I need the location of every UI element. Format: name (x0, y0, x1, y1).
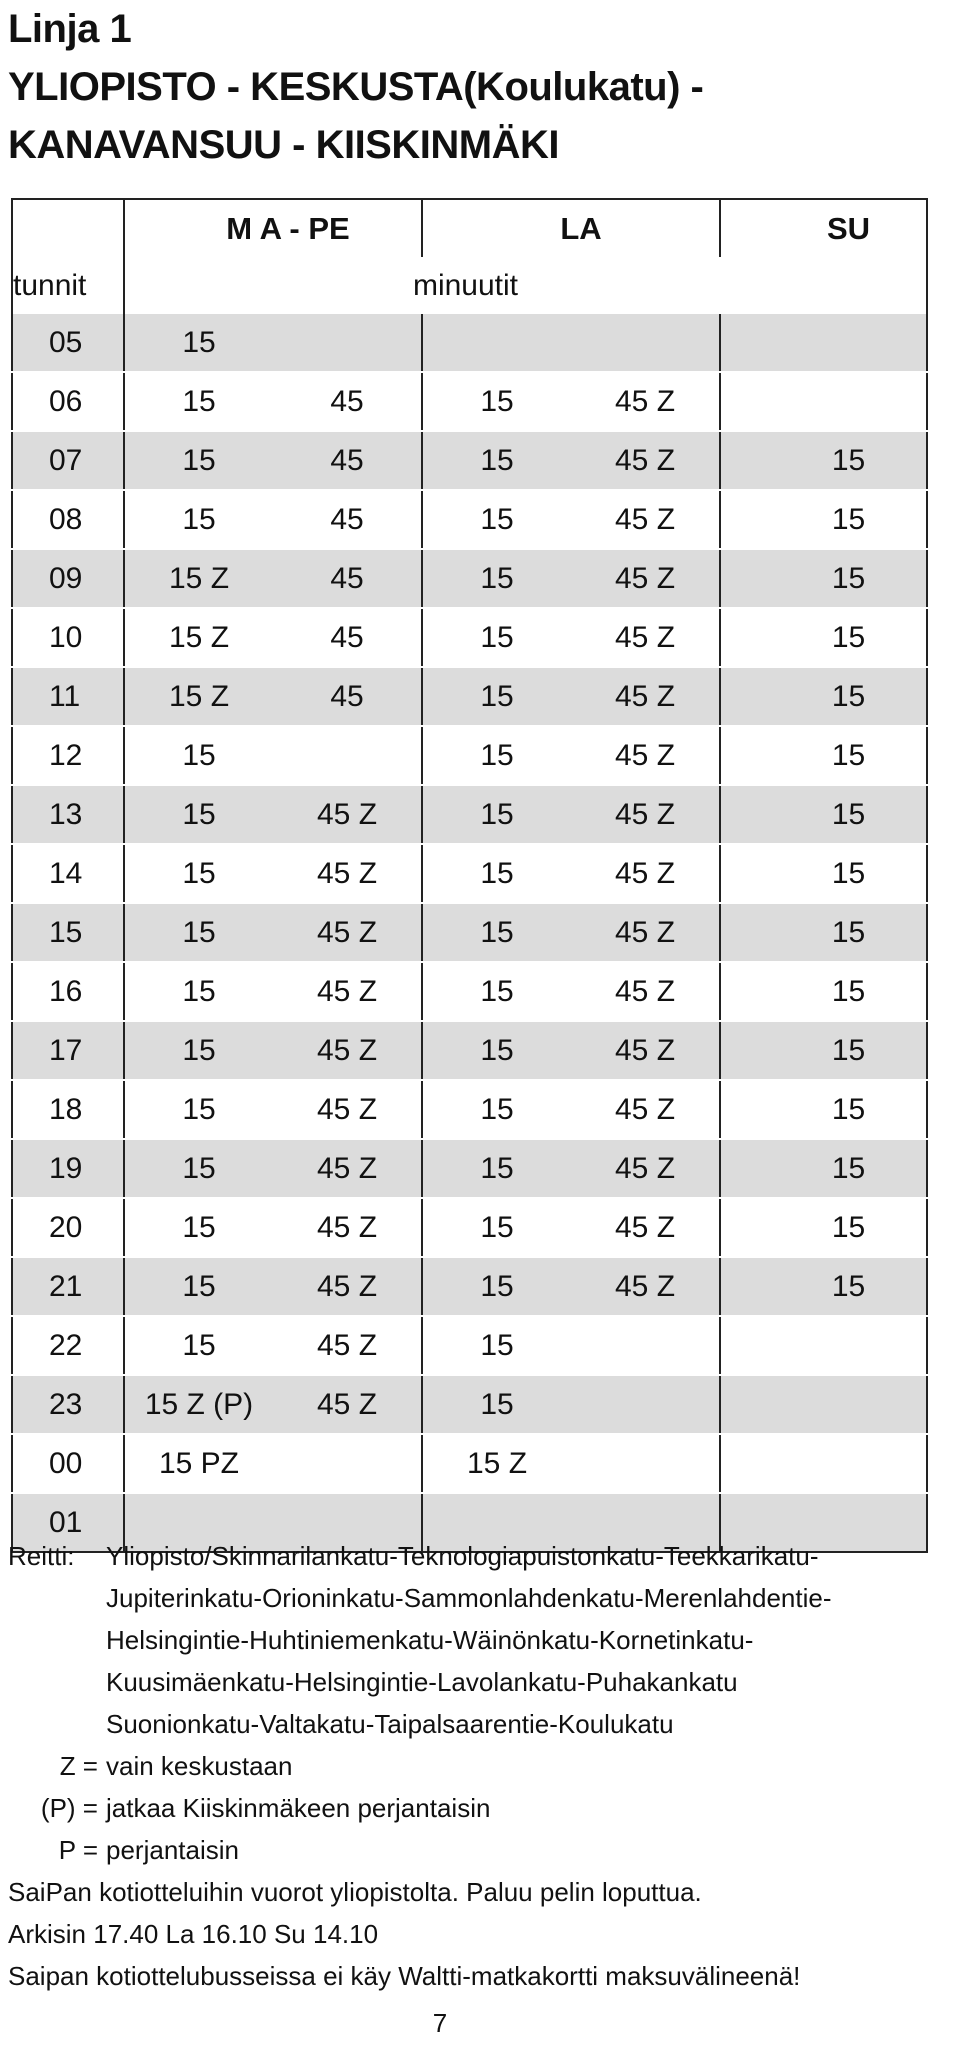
departure-minute: 15 (831, 1269, 866, 1303)
legend-key: P = (58, 1835, 98, 1865)
departure-minute: 15 (182, 1269, 216, 1303)
departure-minute: 45 Z (614, 502, 676, 536)
weekday-minutes-cell (124, 372, 422, 431)
departure-minute: 15 (831, 974, 866, 1008)
saturday-minutes-cell (422, 844, 720, 903)
saturday-minutes-cell (422, 549, 720, 608)
route-title-line-1: YLIOPISTO - KESKUSTA(Koulukatu) - (8, 65, 704, 109)
timetable-row (12, 785, 927, 844)
timetable-row (12, 962, 927, 1021)
departure-minute (273, 739, 421, 773)
departure-minute: 15 (831, 1092, 866, 1126)
departure-minute: 45 Z (614, 1151, 676, 1185)
hour-cell: 00 (12, 1434, 124, 1493)
saturday-minutes-cell (422, 314, 720, 372)
route-line: Yliopisto/Skinnarilankatu-Teknologiapuistonkatu-Teekkarikatu- (106, 1541, 819, 1571)
departure-minute: 15 (831, 679, 866, 713)
departure-minute: 15 (182, 443, 216, 477)
weekday-minutes-cell (124, 1080, 422, 1139)
saturday-minutes-cell (422, 903, 720, 962)
departure-minute: 15 (182, 797, 216, 831)
weekday-minutes-cell (124, 608, 422, 667)
timetable-row (12, 1434, 927, 1493)
weekday-minutes-cell (124, 314, 422, 372)
departure-minute: 15 (831, 1210, 866, 1244)
waltti-note: Saipan kotiottelubusseissa ei käy Waltti-matkakortti maksuvälineenä! (8, 1961, 801, 1991)
departure-minute: 15 (831, 738, 866, 772)
weekday-minutes-cell (124, 431, 422, 490)
legend-value: jatkaa Kiiskinmäkeen perjantaisin (106, 1793, 491, 1823)
departure-minute: 15 (480, 1151, 514, 1185)
saturday-minutes-cell (422, 1080, 720, 1139)
departure-minute: 45 Z (316, 974, 378, 1008)
sunday-minutes-cell (720, 1198, 927, 1257)
hour-cell: 23 (12, 1375, 124, 1434)
weekday-minutes-cell (124, 1375, 422, 1434)
departure-minute: 15 (480, 797, 514, 831)
hour-cell: 06 (12, 372, 124, 431)
departure-minute: 15 (480, 620, 514, 654)
departure-minute: 15 (182, 384, 216, 418)
departure-minute: 15 (480, 679, 514, 713)
sunday-minutes-cell (720, 314, 927, 372)
legend-p (8, 1829, 948, 1871)
saturday-minutes-cell (422, 726, 720, 785)
departure-minute: 15 (831, 1033, 866, 1067)
departure-minute: 15 (480, 856, 514, 890)
departure-minute: 45 Z (316, 797, 378, 831)
departure-minute: 15 (480, 738, 514, 772)
weekday-minutes-cell (124, 1198, 422, 1257)
sunday-minutes-cell (720, 1021, 927, 1080)
saturday-minutes-cell (422, 1198, 720, 1257)
minutes-label: minuutit (124, 257, 927, 314)
departure-minute: 45 Z (614, 679, 676, 713)
departure-minute: 15 (182, 856, 216, 890)
weekday-minutes-cell (124, 549, 422, 608)
departure-minute: 45 Z (316, 1269, 378, 1303)
route-line: Suonionkatu-Valtakatu-Taipalsaarentie-Koulukatu (106, 1709, 674, 1739)
hour-cell: 05 (12, 314, 124, 372)
sunday-minutes-cell (720, 903, 927, 962)
departure-minute: 15 (182, 502, 216, 536)
hour-cell: 14 (12, 844, 124, 903)
departure-minute: 45 (330, 384, 364, 418)
saturday-minutes-cell (422, 785, 720, 844)
sunday-minutes-cell (720, 608, 927, 667)
saturday-minutes-cell (422, 608, 720, 667)
departure-minute: 45 Z (316, 915, 378, 949)
weekday-minutes-cell (124, 1316, 422, 1375)
hour-cell: 19 (12, 1139, 124, 1198)
legend-key: (P) = (40, 1793, 98, 1823)
saturday-minutes-cell (422, 1316, 720, 1375)
weekday-minutes-cell (124, 490, 422, 549)
hour-cell: 09 (12, 549, 124, 608)
saipan-note: SaiPan kotiotteluihin vuorot yliopistolta. Paluu pelin loputtua. (8, 1877, 702, 1907)
saturday-minutes-cell (422, 1434, 720, 1493)
departure-minute (571, 1329, 719, 1363)
hour-cell: 16 (12, 962, 124, 1021)
hour-cell: 08 (12, 490, 124, 549)
sunday-minutes-cell (720, 1375, 927, 1434)
route-key: Reitti: (8, 1541, 75, 1571)
weekday-minutes-cell (124, 1257, 422, 1316)
timetable-row (12, 726, 927, 785)
departure-minute: 45 Z (614, 915, 676, 949)
departure-minute: 45 Z (316, 856, 378, 890)
departure-minute: 15 (182, 974, 216, 1008)
departure-minute: 15 (831, 502, 866, 536)
weekday-minutes-cell (124, 667, 422, 726)
departure-minute: 15 (831, 797, 866, 831)
timetable-row (12, 431, 927, 490)
hour-cell: 11 (12, 667, 124, 726)
saipan-times: Arkisin 17.40 La 16.10 Su 14.10 (8, 1919, 379, 1949)
route-line: Helsingintie-Huhtiniemenkatu-Wäinönkatu-Kornetinkatu- (106, 1625, 754, 1655)
departure-minute: 45 (330, 679, 364, 713)
saturday-header: LA (422, 199, 720, 257)
hour-cell: 20 (12, 1198, 124, 1257)
timetable-row (12, 1257, 927, 1316)
timetable-row (12, 490, 927, 549)
departure-minute: 45 Z (614, 384, 676, 418)
departure-minute: 45 (330, 561, 364, 595)
departure-minute (273, 326, 421, 360)
departure-minute: 15 (182, 1328, 216, 1362)
saturday-minutes-cell (422, 1375, 720, 1434)
timetable-row (12, 1139, 927, 1198)
page-number: 7 (432, 2008, 448, 2038)
departure-minute: 45 Z (614, 797, 676, 831)
timetable-row (12, 844, 927, 903)
weekday-header: M A - PE (124, 199, 422, 257)
departure-minute: 15 (831, 620, 866, 654)
departure-minute: 15 (480, 1387, 514, 1421)
departure-minute: 15 (182, 915, 216, 949)
weekday-minutes-cell (124, 726, 422, 785)
departure-minute: 15 (182, 325, 216, 359)
timetable-row (12, 1316, 927, 1375)
subheader-row (12, 257, 927, 314)
departure-minute: 15 (480, 915, 514, 949)
sunday-minutes-cell (720, 372, 927, 431)
departure-minute: 45 Z (316, 1151, 378, 1185)
departure-minute: 45 Z (614, 443, 676, 477)
departure-minute: 15 Z (168, 620, 230, 654)
sunday-minutes-cell (720, 962, 927, 1021)
departure-minute: 45 (330, 443, 364, 477)
departure-minute: 45 Z (614, 620, 676, 654)
legend-z (8, 1745, 948, 1787)
departure-minute: 15 Z (P) (144, 1387, 254, 1421)
weekday-minutes-cell (124, 1139, 422, 1198)
timetable-row (12, 903, 927, 962)
departure-minute: 15 (182, 1092, 216, 1126)
departure-minute: 45 Z (316, 1033, 378, 1067)
departure-minute: 15 (480, 974, 514, 1008)
departure-minute: 45 Z (614, 856, 676, 890)
departure-minute (273, 1447, 421, 1481)
sunday-minutes-cell (720, 726, 927, 785)
departure-minute: 45 (330, 502, 364, 536)
timetable (11, 198, 928, 1553)
timetable-row (12, 549, 927, 608)
departure-minute: 45 (330, 620, 364, 654)
departure-minute: 15 (480, 1210, 514, 1244)
legend-key: Z = (59, 1751, 98, 1781)
legend-value: perjantaisin (106, 1835, 239, 1865)
route-line: Jupiterinkatu-Orioninkatu-Sammonlahdenkatu-Merenlahdentie- (106, 1583, 832, 1613)
hour-cell: 17 (12, 1021, 124, 1080)
departure-minute: 15 (480, 1328, 514, 1362)
hour-cell: 12 (12, 726, 124, 785)
timetable-row (12, 1021, 927, 1080)
timetable-row (12, 1375, 927, 1434)
departure-minute: 15 (831, 561, 866, 595)
hour-cell: 15 (12, 903, 124, 962)
timetable-row (12, 608, 927, 667)
sunday-minutes-cell (720, 1434, 927, 1493)
saturday-minutes-cell (422, 431, 720, 490)
legend-p-paren (8, 1787, 948, 1829)
hour-cell: 10 (12, 608, 124, 667)
weekday-minutes-cell (124, 962, 422, 1021)
route-lines (106, 1535, 948, 1745)
departure-minute: 15 Z (168, 561, 230, 595)
sunday-minutes-cell (720, 549, 927, 608)
departure-minute: 15 (182, 1033, 216, 1067)
sunday-minutes-cell (720, 431, 927, 490)
departure-minute: 45 Z (614, 974, 676, 1008)
sunday-minutes-cell (720, 1139, 927, 1198)
departure-minute: 45 Z (614, 1092, 676, 1126)
departure-minute: 15 (480, 1092, 514, 1126)
departure-minute: 15 (182, 738, 216, 772)
legend-value: vain keskustaan (106, 1751, 293, 1781)
hour-cell: 22 (12, 1316, 124, 1375)
departure-minute: 15 (182, 1210, 216, 1244)
day-header-row (12, 199, 927, 257)
sunday-minutes-cell (720, 844, 927, 903)
departure-minute: 45 Z (614, 1210, 676, 1244)
notes (8, 1535, 948, 1997)
departure-minute: 15 (182, 1151, 216, 1185)
departure-minute: 15 (480, 561, 514, 595)
saturday-minutes-cell (422, 1139, 720, 1198)
weekday-minutes-cell (124, 1021, 422, 1080)
saturday-minutes-cell (422, 1257, 720, 1316)
departure-minute: 15 (480, 384, 514, 418)
departure-minute: 15 PZ (158, 1446, 240, 1480)
departure-minute: 45 Z (316, 1328, 378, 1362)
hour-cell: 07 (12, 431, 124, 490)
timetable-row (12, 1080, 927, 1139)
weekday-minutes-cell (124, 844, 422, 903)
departure-minute: 15 (831, 1151, 866, 1185)
hour-cell: 13 (12, 785, 124, 844)
departure-minute: 15 (480, 443, 514, 477)
timetable-row (12, 667, 927, 726)
timetable-row (12, 372, 927, 431)
departure-minute: 45 Z (316, 1387, 378, 1421)
timetable-row (12, 314, 927, 372)
departure-minute: 15 Z (168, 679, 230, 713)
hour-cell: 01 (12, 1493, 124, 1552)
departure-minute: 45 Z (614, 738, 676, 772)
saturday-minutes-cell (422, 372, 720, 431)
weekday-minutes-cell (124, 903, 422, 962)
departure-minute: 15 (480, 1033, 514, 1067)
route-title-line-2: KANAVANSUU - KIISKINMÄKI (8, 123, 559, 167)
departure-minute: 15 Z (466, 1446, 528, 1480)
hour-cell: 21 (12, 1257, 124, 1316)
sunday-minutes-cell (720, 667, 927, 726)
header-empty-cell (12, 199, 124, 257)
departure-minute: 15 (480, 502, 514, 536)
sunday-minutes-cell (720, 1080, 927, 1139)
departure-minute: 45 Z (614, 561, 676, 595)
sunday-minutes-cell (720, 490, 927, 549)
sunday-minutes-cell (720, 1316, 927, 1375)
departure-minute: 15 (831, 443, 866, 477)
departure-minute: 15 (480, 1269, 514, 1303)
departure-minute: 45 Z (316, 1092, 378, 1126)
sunday-minutes-cell (720, 785, 927, 844)
timetable-row (12, 1198, 927, 1257)
saturday-minutes-cell (422, 667, 720, 726)
departure-minute: 45 Z (614, 1269, 676, 1303)
departure-minute: 45 Z (316, 1210, 378, 1244)
departure-minute: 15 (831, 915, 866, 949)
saturday-minutes-cell (422, 490, 720, 549)
title-block (8, 0, 703, 174)
saturday-minutes-cell (422, 1021, 720, 1080)
departure-minute: 15 (831, 856, 866, 890)
saturday-minutes-cell (422, 962, 720, 1021)
departure-minute (571, 1447, 719, 1481)
line-title: Linja 1 (8, 7, 132, 51)
route-note (8, 1535, 948, 1745)
weekday-minutes-cell (124, 785, 422, 844)
sunday-header: SU (720, 199, 927, 257)
weekday-minutes-cell (124, 1434, 422, 1493)
hours-label: tunnit (12, 257, 124, 314)
route-line: Kuusimäenkatu-Helsingintie-Lavolankatu-Puhakankatu (106, 1667, 738, 1697)
sunday-minutes-cell (720, 1257, 927, 1316)
departure-minute (571, 1388, 719, 1422)
departure-minute: 45 Z (614, 1033, 676, 1067)
hour-cell: 18 (12, 1080, 124, 1139)
